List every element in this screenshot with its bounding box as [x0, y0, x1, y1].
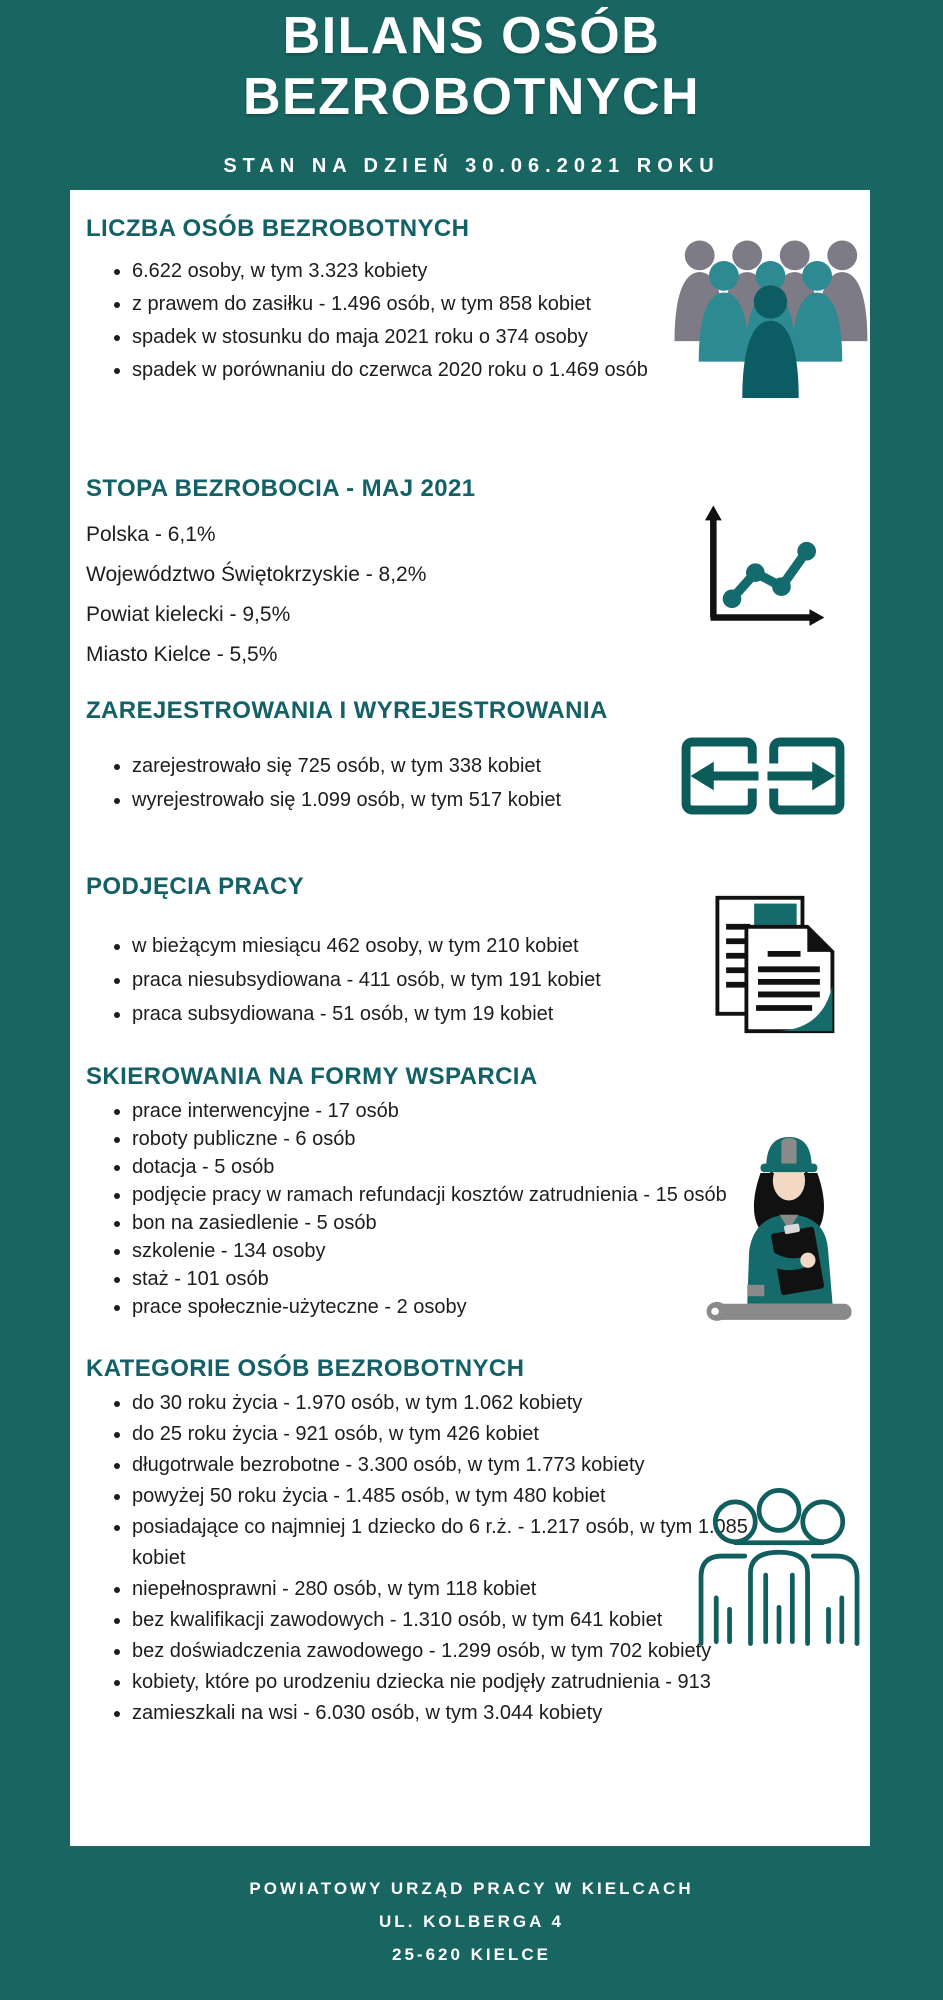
bullet-list	[88, 1388, 777, 1729]
bullet-list	[88, 255, 672, 387]
section-title: KATEGORIE OSÓB BEZROBOTNYCH	[86, 1355, 525, 1382]
list-item: • podjęcie pracy w ramach refundacji kosztów zatrudnienia - 15 osób	[132, 1181, 732, 1209]
footer-street: UL. KOLBERGA 4	[379, 1912, 564, 1931]
list-item: • prace społecznie-użyteczne - 2 osoby	[132, 1293, 732, 1321]
crowd-icon	[668, 218, 873, 403]
list-item: • w bieżącym miesiącu 462 osoby, w tym 210 kobiet	[132, 929, 712, 963]
page-subtitle: STAN NA DZIEŃ 30.06.2021 ROKU	[223, 155, 720, 177]
page-header	[0, 0, 943, 178]
section-title: STOPA BEZROBOCIA - MAJ 2021	[86, 475, 476, 502]
section-title: ZAREJESTROWANIA I WYREJESTROWANIA	[86, 697, 608, 724]
line-chart-icon	[690, 498, 830, 643]
list-item: • praca subsydiowana - 51 osób, w tym 19 kobiet	[132, 997, 712, 1031]
page-title-line2: BEZROBOTNYCH	[242, 68, 701, 126]
list-item: • prace interwencyjne - 17 osób	[132, 1097, 732, 1125]
list-item: • bez kwalifikacji zawodowych - 1.310 osób, w tym 641 kobiet	[132, 1605, 777, 1636]
list-item: Polska - 6,1%	[86, 523, 216, 546]
list-item: • kobiety, które po urodzeniu dziecka nie podjęły zatrudnienia - 913	[132, 1667, 777, 1698]
list-item: • wyrejestrowało się 1.099 osób, w tym 517 kobiet	[132, 783, 692, 817]
in-out-arrows-icon	[678, 730, 848, 827]
list-item: • bon na zasiedlenie - 5 osób	[132, 1209, 732, 1237]
footer-city: 25-620 KIELCE	[392, 1945, 551, 1964]
footer-org-name: POWIATOWY URZĄD PRACY W KIELCACH	[249, 1879, 694, 1898]
list-item: • do 25 roku życia - 921 osób, w tym 426 kobiet	[132, 1419, 777, 1450]
list-item: • zarejestrowało się 725 osób, w tym 338 kobiet	[132, 749, 692, 783]
list-item: • roboty publiczne - 6 osób	[132, 1125, 732, 1153]
section-title: LICZBA OSÓB BEZROBOTNYCH	[86, 215, 470, 242]
content-card	[70, 190, 870, 1846]
bullet-list	[88, 1097, 732, 1321]
list-item: • 6.622 osoby, w tym 3.323 kobiety	[132, 255, 672, 288]
list-item: • do 30 roku życia - 1.970 osób, w tym 1.062 kobiety	[132, 1388, 777, 1419]
list-item: • staż - 101 osób	[132, 1265, 732, 1293]
list-item: • zamieszkali na wsi - 6.030 osób, w tym 3.044 kobiety	[132, 1698, 777, 1729]
list-item: • spadek w stosunku do maja 2021 roku o 374 osoby	[132, 321, 672, 354]
list-item: • z prawem do zasiłku - 1.496 osób, w tym 858 kobiet	[132, 288, 672, 321]
team-icon	[682, 1483, 877, 1656]
list-item: • powyżej 50 roku życia - 1.485 osób, w tym 480 kobiet	[132, 1481, 777, 1512]
list-item: • spadek w porównaniu do czerwca 2020 roku o 1.469 osób	[132, 354, 672, 387]
list-item: Powiat kielecki - 9,5%	[86, 603, 291, 626]
list-item: Miasto Kielce - 5,5%	[86, 643, 278, 666]
engineer-icon	[698, 1118, 878, 1343]
list-item: • szkolenie - 134 osoby	[132, 1237, 732, 1265]
list-item: • bez doświadczenia zawodowego - 1.299 osób, w tym 702 kobiety	[132, 1636, 777, 1667]
list-item: • dotacja - 5 osób	[132, 1153, 732, 1181]
section-title: PODJĘCIA PRACY	[86, 873, 305, 900]
list-item: Województwo Świętokrzyskie - 8,2%	[86, 563, 427, 586]
list-item: • długotrwale bezrobotne - 3.300 osób, w tym 1.773 kobiety	[132, 1450, 777, 1481]
documents-icon	[700, 890, 845, 1043]
bullet-list	[88, 929, 712, 1031]
list-item: • niepełnosprawni - 280 osób, w tym 118 kobiet	[132, 1574, 777, 1605]
page-title-line1: BILANS OSÓB	[282, 7, 661, 65]
bullet-list	[88, 749, 692, 817]
list-item: • posiadające co najmniej 1 dziecko do 6 r.ż. - 1.217 osób, w tym 1.085 kobiet	[132, 1512, 777, 1574]
page-footer	[0, 1872, 943, 1971]
section-title: SKIEROWANIA NA FORMY WSPARCIA	[86, 1063, 538, 1090]
list-item: • praca niesubsydiowana - 411 osób, w tym 191 kobiet	[132, 963, 712, 997]
